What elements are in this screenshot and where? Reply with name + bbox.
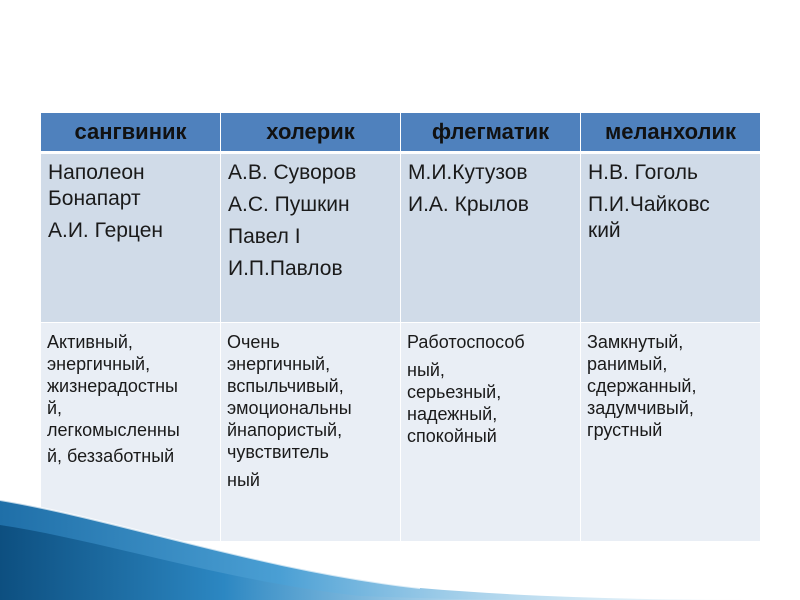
person-line: Наполеон <box>48 161 145 184</box>
trait-line: надежный, <box>407 404 498 424</box>
trait-line: й, беззаботный <box>47 446 175 466</box>
trait-line: эмоциональны <box>227 398 352 418</box>
person-line: И.А. Крылов <box>408 193 529 216</box>
people-sanguine <box>41 153 221 323</box>
person-line: П.И.Чайковс <box>588 193 710 216</box>
table-row-people <box>41 153 761 323</box>
header-choleric: холерик <box>221 113 401 153</box>
people-melancholic <box>581 153 761 323</box>
trait-line: ранимый, <box>587 354 668 374</box>
trait-line: энергичный, <box>227 354 331 374</box>
header-sanguine: сангвиник <box>41 113 221 153</box>
trait-line: Активный, <box>47 332 133 352</box>
trait-line: задумчивый, <box>587 398 694 418</box>
trait-line: легкомысленны <box>47 420 180 440</box>
trait-line: серьезный, <box>407 382 502 402</box>
person-line: И.П.Павлов <box>228 257 343 280</box>
trait-line: йнапористый, <box>227 420 343 440</box>
trait-line: спокойный <box>407 426 497 446</box>
people-choleric <box>221 153 401 323</box>
trait-line: чувствитель <box>227 442 329 462</box>
header-melancholic: меланхолик <box>581 113 761 153</box>
trait-line: энергичный, <box>47 354 151 374</box>
table-header-row <box>41 113 761 153</box>
trait-line: вспыльчивый, <box>227 376 344 396</box>
person-line: кий <box>588 219 621 242</box>
trait-line: грустный <box>587 420 663 440</box>
header-phlegmatic: флегматик <box>401 113 581 153</box>
trait-line: Очень <box>227 332 280 352</box>
person-line: А.С. Пушкин <box>228 193 350 216</box>
person-line: А.И. Герцен <box>48 219 163 242</box>
person-line: Бонапарт <box>48 187 141 210</box>
people-phlegmatic <box>401 153 581 323</box>
trait-line: й, <box>47 398 63 418</box>
person-line: Павел I <box>228 225 301 248</box>
person-line: А.В. Суворов <box>228 161 357 184</box>
trait-line: ный, <box>407 360 445 380</box>
trait-line: ный <box>227 470 260 490</box>
trait-line: Замкнутый, <box>587 332 684 352</box>
trait-line: Работоспособ <box>407 332 525 352</box>
decorative-wave <box>0 480 800 600</box>
person-line: Н.В. Гоголь <box>588 161 698 184</box>
trait-line: сдержанный, <box>587 376 697 396</box>
trait-line: жизнерадостны <box>47 376 178 396</box>
temperament-table <box>40 112 761 542</box>
person-line: М.И.Кутузов <box>408 161 528 184</box>
